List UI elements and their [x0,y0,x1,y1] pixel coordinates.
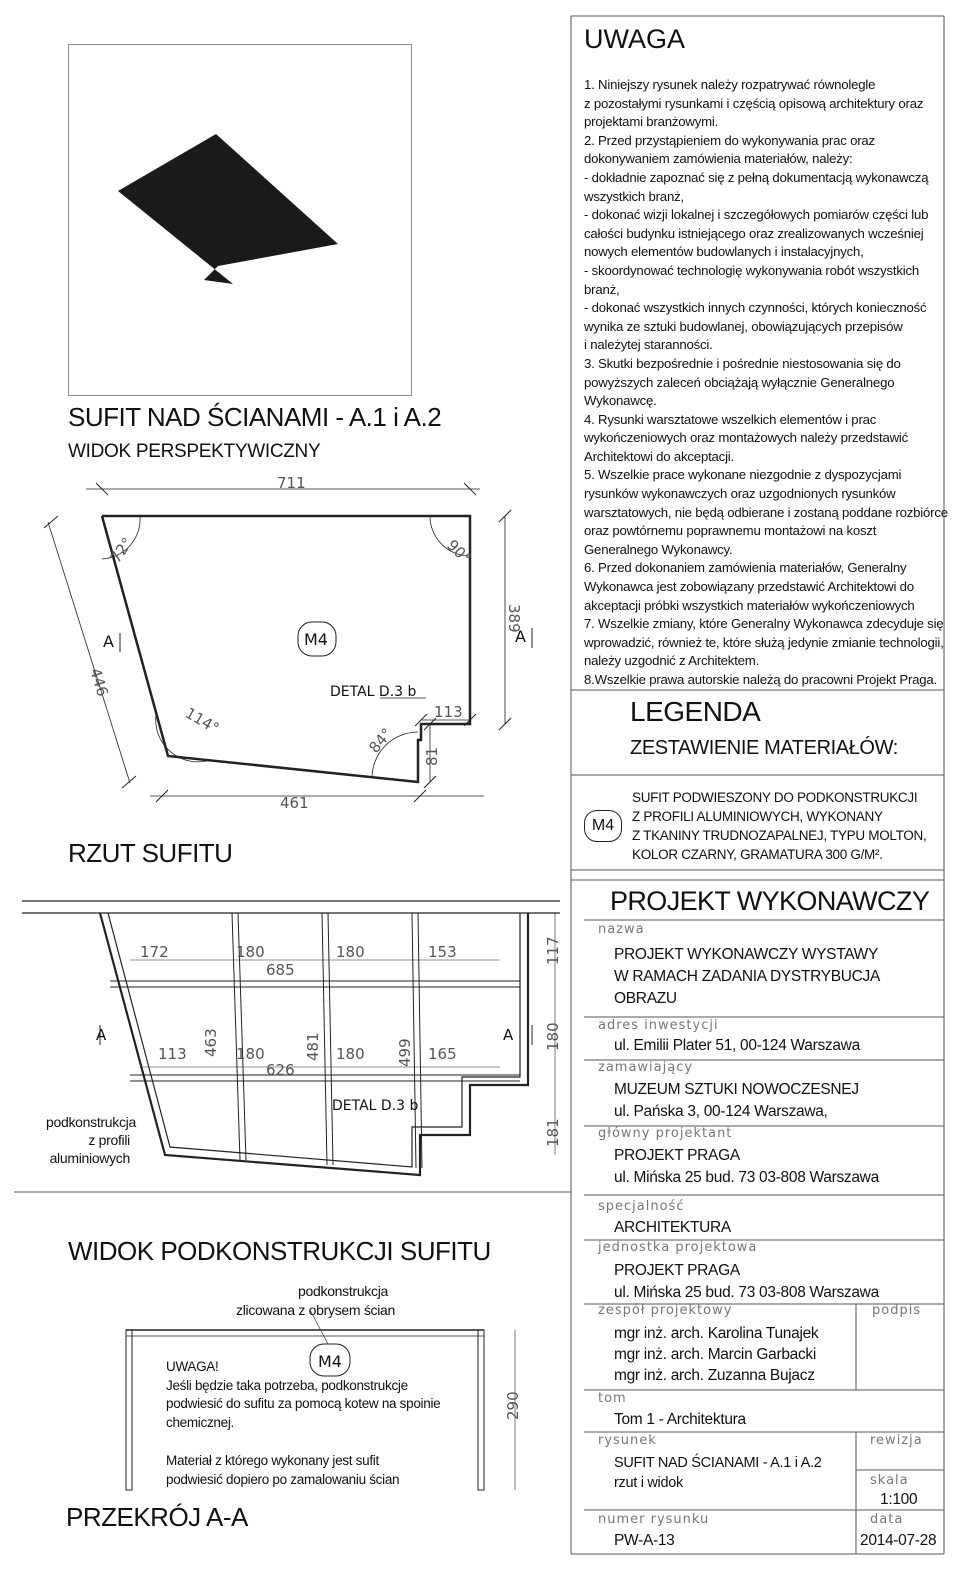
note-line: 7. Wszelkie zmiany, które Generalny Wykonawca zdecyduje się [584,616,944,632]
angle-84: 84° [365,724,397,757]
sub-dim-499: 499 [396,1038,414,1067]
perspective-view [68,44,412,396]
projektant-label: główny projektant [598,1126,733,1141]
rysunek-line: rzut i widok [614,1475,683,1491]
data-value: 2014-07-28 [860,1532,937,1549]
note-line: wprowadzić, również te, które służą jedynie zmianie technologii, [584,634,944,650]
note-line: akceptacji próbki wszystkich materiałów wykończeniowych [584,597,915,613]
angle-114: 114° [182,703,223,738]
note-line: branż, [584,281,620,297]
plan-detail-label: DETAL D.3 b [330,684,417,700]
podpis-label: podpis [872,1303,922,1318]
note-line: dokonywaniem zamówienia materiałów, należy: [584,151,853,167]
plan-outline [102,516,470,782]
zespol-label: zespół projektowy [598,1303,733,1318]
legend-item-text [632,788,926,864]
section-title: PRZEKRÓJ A-A [66,1502,248,1532]
sub-label [46,1113,136,1167]
data-label: data [870,1512,904,1527]
legend-subtitle: ZESTAWIENIE MATERIAŁÓW: [630,737,898,759]
specjalnosc-value: ARCHITEKTURA [614,1219,731,1236]
section-note-line: Materiał z którego wykonany jest sufit [166,1453,379,1468]
section-warning-line: chemicznej. [166,1414,234,1430]
sub-label-line: podkonstrukcja [46,1114,136,1130]
section-material-note [166,1452,399,1489]
nazwa-line: PROJEKT WYKONAWCZY WYSTAWY [614,946,879,963]
sub-detail-label: DETAL D.3 b [332,1098,419,1114]
sub-dim-180-a: 180 [236,943,265,961]
skala-label: skala [870,1473,909,1488]
ceiling-plan [0,470,570,812]
note-line: 5. Wszelkie prace wykonane niezgodnie z dyspozycjami [584,467,902,483]
sub-dim-685: 685 [266,961,295,979]
sub-section-left: A [96,1026,107,1044]
note-line: całości budynku istniejącego oraz zrealizowanych wcześniej [584,225,924,241]
angle-72: 72° [106,534,137,567]
section-mark-right: A [515,627,526,646]
note-line: rysunków wykonawczych oraz uzgodnionych rysunków [584,486,896,502]
projektant-line: ul. Mińska 25 bud. 73 03-808 Warszawa [614,1169,879,1186]
notes-title: UWAGA [584,24,685,54]
section-warning-line: Jeśli będzie taka potrzeba, podkonstrukcje [166,1377,408,1393]
note-line: Wykonawca jest zobowiązany przedstawić Architektowi do [584,579,914,595]
section-warning [166,1358,440,1432]
nazwa-label: nazwa [598,922,645,937]
note-line: wszystkich branż, [584,188,684,204]
note-line: Architektowi do akceptacji. [584,448,734,464]
plan-title: RZUT SUFITU [68,838,233,868]
sub-dim-626: 626 [266,1061,295,1079]
projektant-value [614,1145,879,1189]
section-warning-line: UWAGA! [166,1359,219,1374]
rysunek-line: SUFIT NAD ŚCIANAMI - A.1 i A.2 [614,1455,822,1471]
stage-title: PROJEKT WYKONAWCZY [610,886,930,916]
dim-389: 389 [505,604,523,633]
section-dim-290: 290 [504,1391,522,1420]
sub-dim-180-c: 180 [236,1045,265,1063]
zespol-value [614,1323,818,1386]
zamawiajacy-value [614,1079,859,1123]
legend-line: Z TKANINY TRUDNOZAPALNEJ, TYPU MOLTON, [632,828,927,843]
note-line: warsztatowych, nie będą odbierane i zostaną poddane rozbiórce [584,504,948,520]
legend-line: SUFIT PODWIESZONY DO PODKONSTRUKCJI [632,790,918,805]
nazwa-value [614,944,880,1010]
sub-dim-117: 117 [544,936,562,965]
zamawiajacy-line: MUZEUM SZTUKI NOWOCZESNEJ [614,1081,859,1098]
tom-value: Tom 1 - Architektura [614,1411,746,1428]
zespol-member: mgr inż. arch. Zuzanna Bujacz [614,1367,815,1384]
dim-461: 461 [280,794,309,812]
dim-711: 711 [277,474,306,492]
adres-value: ul. Emilii Plater 51, 00-124 Warszawa [614,1037,860,1054]
section-note-line: podwiesić dopiero po zamalowaniu ścian [166,1471,400,1487]
note-line: 8.Wszelkie prawa autorskie należą do pracowni Projekt Praga. [584,672,938,687]
sub-dim-113: 113 [158,1045,187,1063]
note-line: Generalnego Wykonawcy. [584,541,733,557]
jednostka-line: ul. Mińska 25 bud. 73 03-808 Warszawa [614,1284,879,1301]
note-line: Wykonawcę. [584,393,657,409]
sub-dim-153: 153 [428,943,457,961]
zespol-member: mgr inż. arch. Karolina Tunajek [614,1325,819,1342]
numer-value: PW-A-13 [614,1532,675,1549]
note-line: powyższych zaleceń obciążają wyłącznie Generalnego [584,374,895,390]
rewizja-label: rewizja [870,1433,923,1448]
projektant-line: PROJEKT PRAGA [614,1147,740,1164]
sub-dim-181: 181 [544,1118,562,1147]
nazwa-line: OBRAZU [614,990,677,1007]
dim-81: 81 [423,746,441,766]
sub-dim-481: 481 [304,1032,322,1061]
dim-113: 113 [434,703,463,721]
note-line: - dokonać wizji lokalnej i szczegółowych pomiarów części lub [584,207,929,223]
numer-label: numer rysunku [598,1512,710,1527]
sub-title: WIDOK PODKONSTRUKCJI SUFITU [68,1236,491,1266]
note-line: nowych elementów budowlanych i instalacyjnych, [584,244,864,260]
note-line: 6. Przed dokonaniem zamówienia materiałów, Generalny [584,560,907,576]
specjalnosc-label: specjalność [598,1199,685,1214]
sub-dim-180-b: 180 [336,943,365,961]
tom-label: tom [598,1391,627,1406]
adres-label: adres inwestycji [598,1018,719,1033]
note-line: 3. Skutki bezpośrednie i pośrednie niestosowania się do [584,355,901,371]
zamawiajacy-line: ul. Pańska 3, 00-124 Warszawa, [614,1103,828,1120]
note-line: oraz powtórnemu poprawnemu montażowi na koszt [584,523,877,539]
note-line: 1. Niniejszy rysunek należy rozpatrywać równolegle [584,77,876,92]
sub-dim-463: 463 [202,1028,220,1057]
sub-section-right: A [503,1026,514,1044]
note-line: wynika ze sztuki budowlanej, obowiązujących przepisów [584,318,903,334]
rysunek-value [614,1453,821,1493]
note-line: należy uzgodnić z Architektem. [584,653,760,669]
note-line: - dokładnie zapoznać się z pełną dokumentacją wykonawczą [584,169,929,185]
persp-title: SUFIT NAD ŚCIANAMI - A.1 i A.2 [68,402,442,432]
note-line: 2. Przed przystąpieniem do wykonywania prac oraz [584,132,875,148]
note-line: projektami branżowymi. [584,114,719,130]
sub-dim-172: 172 [140,943,169,961]
sub-label-line: z profili [88,1132,130,1148]
sub-label-line: aluminiowych [49,1150,130,1166]
sub-dim-165: 165 [428,1045,457,1063]
zespol-member: mgr inż. arch. Marcin Garbacki [614,1346,817,1363]
note-line: z pozostałymi rysunkami i częścią opisową architektury oraz [584,95,924,111]
persp-subtitle: WIDOK PERSPEKTYWICZNY [68,441,321,462]
note-line: 4. Rysunki warsztatowe wszelkich elementów i prac [584,411,877,427]
legend-line: KOLOR CZARNY, GRAMATURA 300 G/M². [632,847,883,862]
section-material-tag: M4 [318,1352,342,1371]
legend-line: Z PROFILI ALUMINIOWYCH, WYKONANY [632,809,883,824]
legend-material-tag: M4 [584,810,622,842]
note-line: - dokonać wszystkich innych czynności, których konieczność [584,300,927,316]
nazwa-line: W RAMACH ZADANIA DYSTRYBUCJA [614,968,881,985]
dim-446: 446 [86,665,112,699]
note-line: wykończeniowych oraz montażowych należy przedstawić [584,430,909,446]
angle-90: 90° [443,536,475,568]
sub-dim-180-e: 180 [544,1022,562,1051]
skala-value: 1:100 [880,1491,918,1508]
section-warning-line: podwiesić do sufitu za pomocą kotew na spoinie [166,1396,441,1411]
jednostka-line: PROJEKT PRAGA [614,1262,740,1279]
section-top-line: zlicowana z obrysem ścian [236,1302,396,1318]
zamawiajacy-label: zamawiający [598,1060,694,1075]
note-line: i należytej staranności. [584,337,713,353]
notes-list [584,76,948,690]
jednostka-label: jednostka projektowa [598,1240,758,1255]
legend-title: LEGENDA [630,696,761,727]
note-line: - skoordynować technologię wykonywania robót wszystkich [584,262,919,278]
plan-material-tag: M4 [304,630,328,649]
section-mark-left: A [103,632,114,651]
jednostka-value [614,1260,879,1304]
section-top-line: podkonstrukcja [298,1283,388,1299]
rysunek-label: rysunek [598,1433,657,1448]
sub-dim-180-d: 180 [336,1045,365,1063]
